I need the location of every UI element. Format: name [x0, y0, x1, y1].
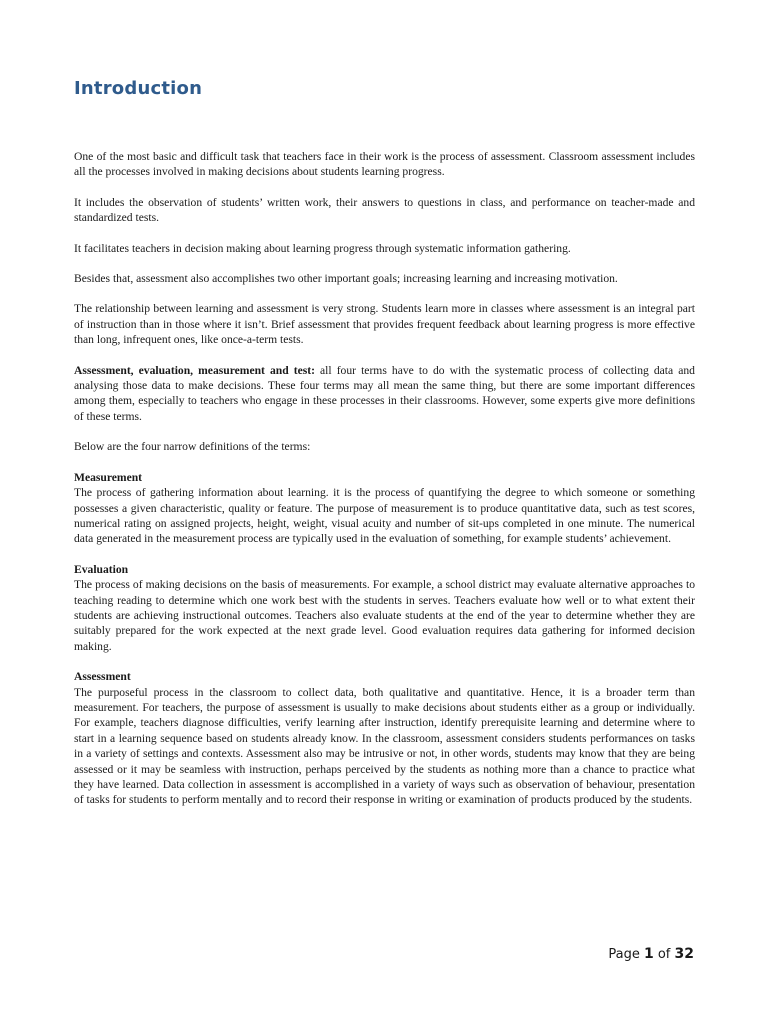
terms-lead: Assessment, evaluation, measurement and test:	[74, 363, 315, 377]
section-heading: Measurement	[74, 470, 143, 484]
page-total: 32	[674, 946, 694, 962]
of-label: of	[653, 947, 675, 962]
page-title: Introduction	[74, 78, 203, 99]
definitions-intro: Below are the four narrow definitions of the terms:	[74, 440, 311, 454]
page-footer	[608, 946, 694, 962]
page-number: 1	[643, 946, 654, 962]
section-heading: Evaluation	[74, 562, 129, 576]
section-text: The purposeful process in the classroom to collect data, both qualitative and quantitative. Hence, it is a broader term than measurement. For teachers, the purpose of assessment is usually to make decisions about students either as a group or individually. For example, teachers diagnose difficulties, verify learning after instruction, identify prerequisite learning and determine where to start in a learning sequence based on students already know. In the classroom, assessment considers students performances on tasks in a variety of settings and contexts. Assessment also may be intrusive or not, in other words, students may know that they are being assessed or it may be seamless with instruction, perhaps perceived by the students as nothing more than a chance to practice what they have learned. Data collection in assessment is accomplished in a variety of ways such as observation of behaviour, presentation of tasks for students to perform mentally and to record their response in writing or examination of products produced by the students.	[74, 685, 695, 807]
terms-paragraph	[74, 363, 695, 425]
document-body	[74, 149, 695, 823]
page-label: Page	[608, 947, 644, 962]
section-measurement	[74, 470, 695, 547]
section-heading: Assessment	[74, 670, 131, 684]
section-text: The process of gathering information about learning. it is the process of quantifying the degree to which someone or something possesses a given characteristic, quality or feature. The purpose of measurement is to produce quantitative data, such as test scores, numerical rating on assigned projects, height, weight, visual acuity and number of sit-ups completed in one minute. The numerical data generated in the measurement process are typically used in the evaluation of something, for example students’ achievement.	[74, 486, 695, 546]
terms-text: all four terms have to do with the systematic process of collecting data and analysing those data to make decisions. These four terms may all mean the same thing, but there are some important differences among them, especially to teachers who engage in these processes in their classrooms. However, some experts give more definitions of these terms.	[74, 363, 695, 423]
section-evaluation	[74, 562, 695, 654]
section-assessment	[74, 669, 695, 808]
paragraph-4: Besides that, assessment also accomplishes two other important goals; increasing learning and increasing motivation.	[74, 272, 618, 286]
section-text: The process of making decisions on the basis of measurements. For example, a school district may evaluate alternative approaches to teaching reading to determine which one work best with the students in serves. Teachers evaluate how well or to what extent their students are achieving instructional outcomes. Teachers also evaluate students at the end of the year to determine whether they are suitably prepared for the work expected at the next grade level. Good evaluation requires data gathering for informed decision making.	[74, 578, 695, 653]
paragraph-5: The relationship between learning and assessment is very strong. Students learn more in classes where assessment is an integral part of instruction than in those where it isn’t. Brief assessment that provides frequent feedback about learning progress is more effective than long, infrequent ones, like once-a-term tests.	[74, 302, 695, 347]
paragraph-1: One of the most basic and difficult task that teachers face in their work is the process of assessment. Classroom assessment includes all the processes involved in making decisions about students learning progress.	[74, 150, 695, 179]
paragraph-3: It facilitates teachers in decision making about learning progress through systematic information gathering.	[74, 241, 571, 255]
paragraph-2: It includes the observation of students’ written work, their answers to questions in class, and performance on teacher-made and standardized tests.	[74, 195, 695, 225]
